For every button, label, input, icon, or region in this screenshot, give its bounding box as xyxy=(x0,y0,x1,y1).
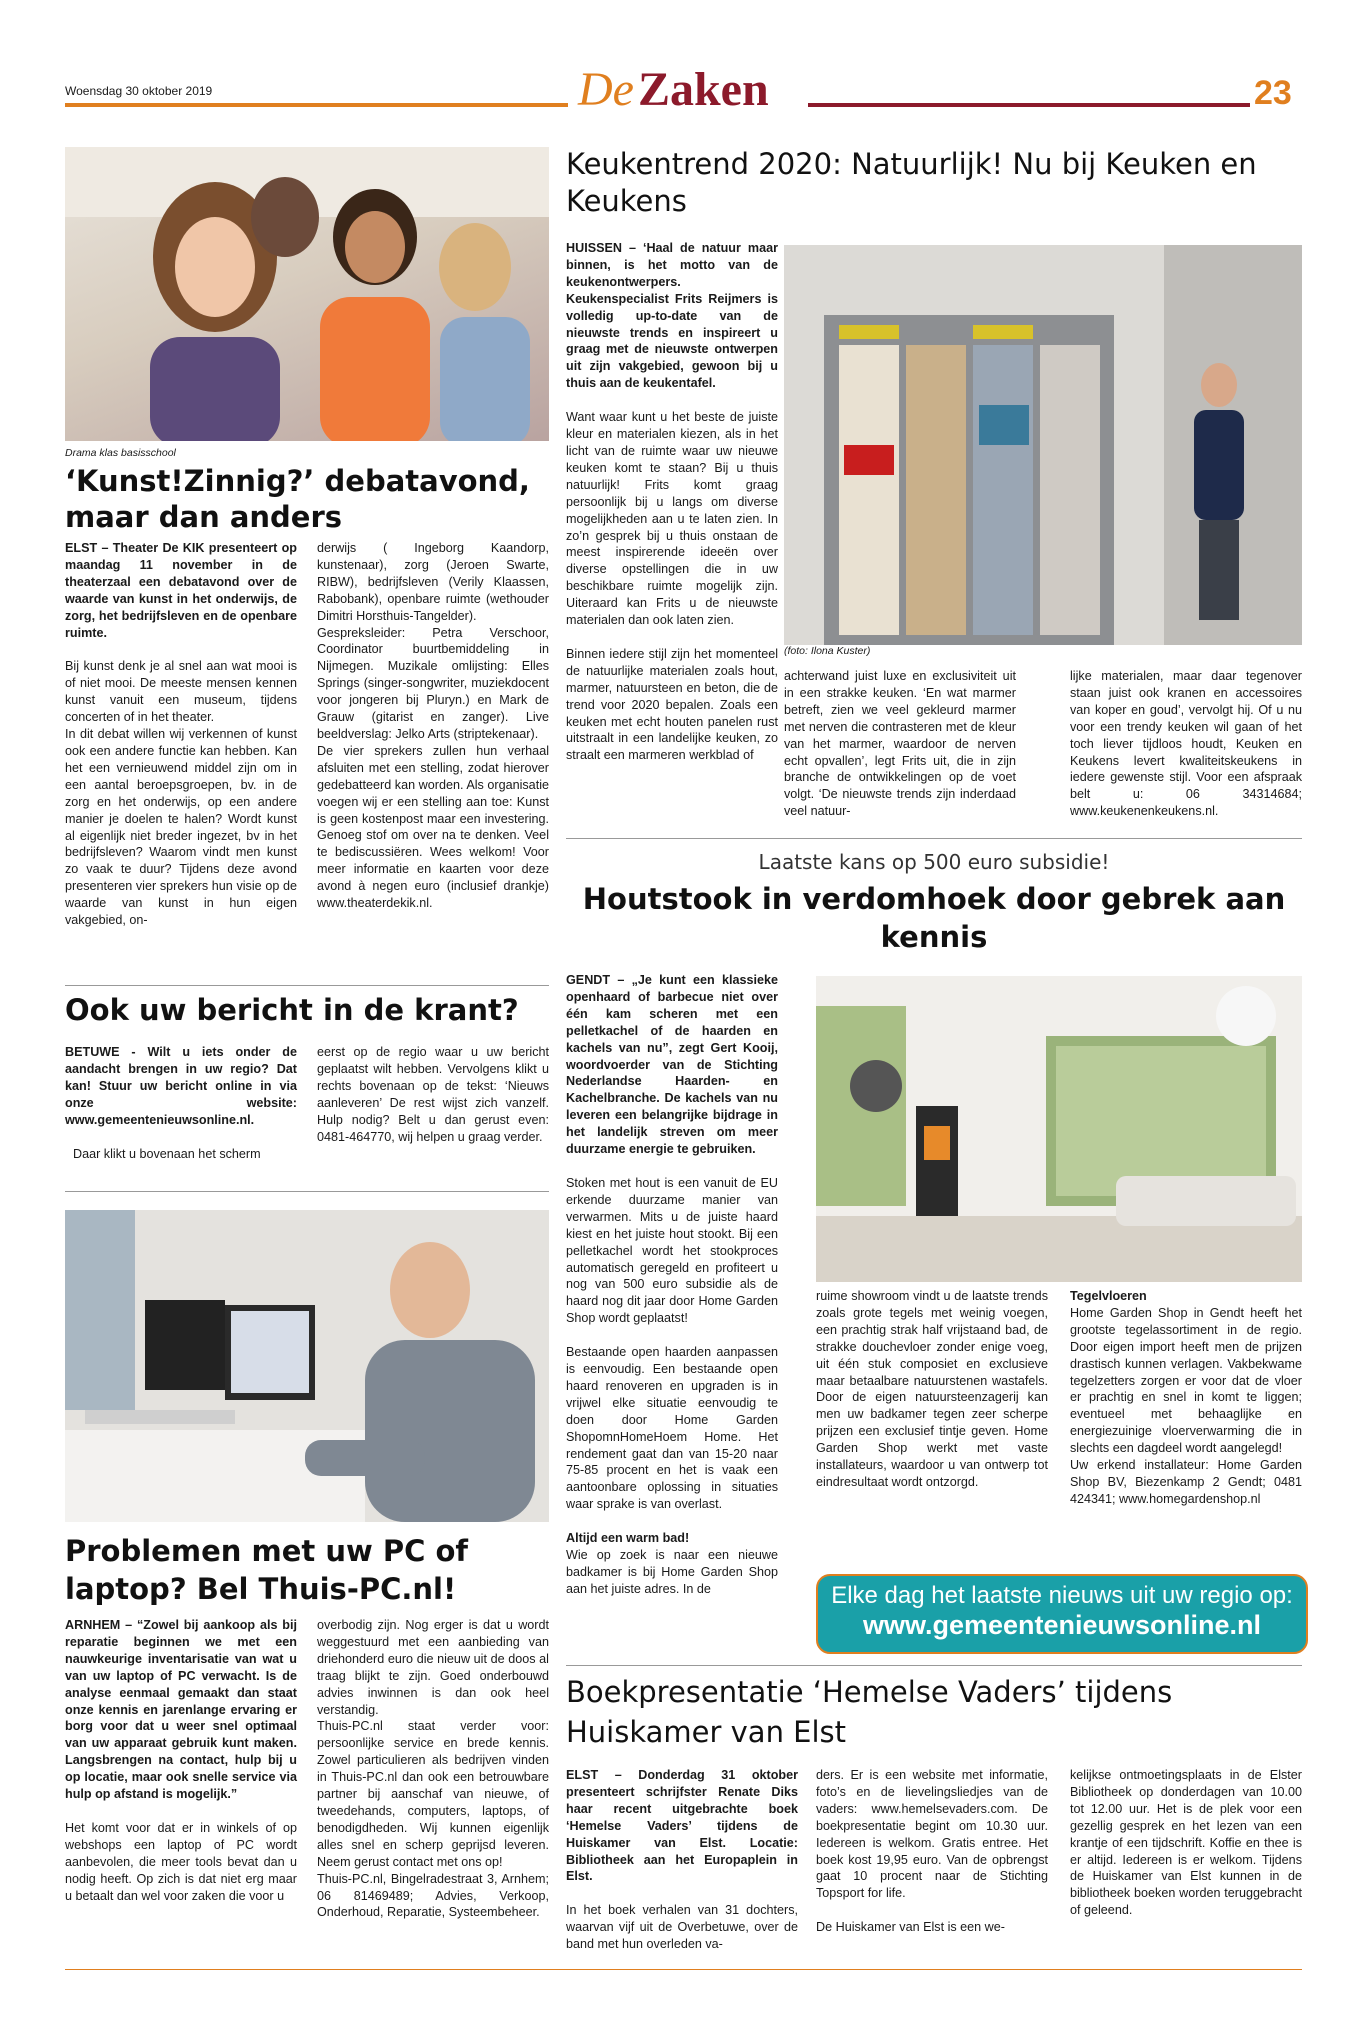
houtstook-living-photo xyxy=(816,976,1302,1282)
keuken-showroom-illustration xyxy=(784,245,1302,645)
paragraph-gap xyxy=(566,1513,778,1530)
header-rule-right xyxy=(808,103,1250,107)
banner-line-1: Elke dag het laatste nieuws uit uw regio op: xyxy=(831,1582,1293,1609)
boek-lead: ELST – Donderdag 31 oktober presenteert schrijfster Renate Diks haar recent uitgebrachte boek ‘Hemelse Vaders’ tijdens de Huiskamer van Elst. Locatie: Bibliotheek aan het Europaplein in Elst. xyxy=(566,1768,798,1884)
kunst-col-2 xyxy=(317,540,549,912)
houtstook-paragraph: ruime showroom vindt u de laatste trends zoals grote tegels met weinig voegen, een prachtig strak half vrijstaand bad, de strakke douchevloer zonder enige voeg, uit één stuk composiet en exclusieve maar betaalbare natuurstenen wastafels. Door de eigen natuursteenzagerij kan men uw badkamer tegen zeer scherpe prijzen een exclusief tintje geven. Home Garden Shop werkt met vaste installateurs, waardoor u van ontwerp tot eindresultaat wordt ontzorgd. xyxy=(816,1289,1048,1489)
paragraph-gap xyxy=(65,641,297,658)
pc-headline: Problemen met uw PC of laptop? Bel Thuis-PC.nl! xyxy=(65,1534,469,1606)
houtstook-lead: GENDT – „Je kunt een klassieke openhaard of barbecue niet over één kam scheren met een pelletkachel of de haarden en kachels van nu”, zegt Gert Kooij, woordvoerder van de Stichting Nederlandse Haarden- en Kachelbranche. De kachels van nu leveren een belangrijke bijdrage in het landelijk streven om meer duurzame energie te gebruiken. xyxy=(566,973,778,1157)
boek-col-1 xyxy=(566,1767,798,1953)
banner-url-link[interactable]: www.gemeentenieuwsonline.nl xyxy=(862,1610,1262,1640)
paragraph-gap xyxy=(65,1129,297,1146)
kunst-col-1 xyxy=(65,540,297,929)
kunst-headline: ‘Kunst!Zinnig?’ debatavond, maar dan anders xyxy=(65,464,530,534)
keuken-col-2 xyxy=(784,668,1016,820)
section-divider xyxy=(65,1191,549,1192)
keuken-paragraph: Want waar kunt u het beste de juiste kleur en materialen kiezen, als in het licht van de ruimte waar uw nieuwe keuken komt te staan? Bij u thuis natuurlijk! Frits komt graag persoonlijk bij u langs om diverse mogelijkheden aan u te laten zien. In zo’n gesprek bij u thuis onstaan de meest inspirerende ideeën over diverse opstellingen die in uw beschikbare ruimte mogelijk zijn. Uiteraard kan Frits u de nieuwste materialen dan ook laten zien. xyxy=(566,410,778,628)
thuis-pc-illustration xyxy=(65,1210,549,1522)
houtstook-paragraph: Uw erkend installateur: Home Garden Shop BV, Biezenkamp 2 Gendt; 0481 424341; www.homegardenshop.nl xyxy=(1070,1458,1302,1506)
paragraph-gap xyxy=(566,1885,798,1902)
pc-paragraph: Het komt voor dat er in winkels of op webshops een laptop of PC wordt aanbevolen, die meer tools bevat dan u nodig heeft. Op zich is dat niet erg maar u betaalt dan wel voor zaken die voor u xyxy=(65,1820,297,1903)
keuken-paragraph: achterwand juist luxe en exclusiviteit uit in een strakke keuken. ‘En wat marmer betreft, zien we veel gekleurd marmer met nerven die contrasteren met de kleur van het marmer, waardoor de nerven echt opvallen’, legt Frits uit, die in zijn branche de ontwikkelingen op de voet volgt. ‘De nieuwste trends zijn inderdaad veel natuur- xyxy=(784,669,1016,819)
drama-class-photo xyxy=(65,147,549,441)
houtstook-col-1 xyxy=(566,972,778,1598)
pc-lead: ARNHEM – “Zowel bij aankoop als bij reparatie beginnen we met een nauwkeurige inventarisatie van wat u van uw laptop of PC verwacht. Is de analyse eenmaal gemaakt dan staat onze kennis en jarenlange ervaring er borg voor dat u weer snel optimaal van uw apparaat gebruik kunt maken. Langsbrengen na contact, hulp bij u op locatie, maar ook snelle service via hulp op afstand is mogelijk.” xyxy=(65,1618,297,1802)
houtstook-headline: Houtstook in verdomhoek door gebrek aan kennis xyxy=(582,882,1286,954)
keuken-col-1 xyxy=(566,240,778,764)
pc-paragraph: Thuis-PC.nl, Bingelradestraat 3, Arnhem; 06 81469489; Advies, Verkoop, Onderhoud, Reparatie, Systeembeheer. xyxy=(317,1871,549,1920)
section-divider xyxy=(65,985,549,986)
boek-paragraph: In het boek verhalen van 31 dochters, waarvan vijf uit de Overbetuwe, over de band met hun overleden va- xyxy=(566,1903,798,1952)
houtstook-paragraph: Home Garden Shop in Gendt heeft het grootste tegelassortiment in de regio. Door eigen import heeft men de prijzen drastisch kunnen verlagen. Vakbekwame tegelzetters zorgen er voor dat de vloer er prachtig en snel in komt te liggen; eventueel met behaaglijke en energiezuinige vloerverwarming die in slechts een dagdeel wordt aangelegd! xyxy=(1070,1305,1302,1456)
keuken-col-3 xyxy=(1070,668,1302,820)
masthead-zaken: Zaken xyxy=(637,63,769,116)
page-number: 23 xyxy=(1254,74,1292,112)
keuken-paragraph: lijke materialen, maar daar tegenover staan juist ook kranen en accessoires van koper en goud’, vervolgt hij. Of u nu voor een trendy keuken wil gaan of het toch liever tijdloos houdt, Keuken en Keukens levert kwaliteitskeukens in iedere gewenste stijl. Voor een afspraak belt u: 06 34314684; www.keukenenkeukens.nl. xyxy=(1070,669,1302,819)
houtstook-paragraph: Stoken met hout is een vanuit de EU erkende duurzame manier van verwarmen. Mits u de juiste haard kiest en het juiste hout stookt. Bij een pelletkachel wordt het stookproces automatisch geregeld en profiteert u nog van 500 euro subsidie als de haard nog dit jaar door Home Garden Shop wordt geplaatst! xyxy=(566,1175,778,1326)
houtstook-col-2 xyxy=(816,1288,1048,1491)
kunst-paragraph: In dit debat willen wij verkennen of kunst ook een andere functie kan hebben. Kan het een vernieuwend middel zijn om in een aantal beroepsgroepen, bv. in de zorg en het onderwijs, op een andere manier je doelen te halen? Wordt kunst al eigenlijk niet breder ingezet, bv in het bedrijfsleven? Waarom vindt men kunst zo vaak te duur? Tijdens deze avond presenteren vier sprekers hun visie op de waarde van kunst in hun eigen vakgebied, on- xyxy=(65,727,297,928)
kunst-lead: ELST – Theater De KIK presenteert op maandag 11 november in de theaterzaal een debatavond over de waarde van kunst in het onderwijs, de zorg, het bedrijfsleven en de openbare ruimte. xyxy=(65,541,297,640)
boek-paragraph: ders. Er is een website met informatie, foto’s en de lievelingsliedjes van de vaders: www.hemelsevaders.com. De boekpresentatie begint om 10.30 uur. Iedereen is welkom. Gratis entree. Het boek kost 19,95 euro. Van de opbrengst gaat 10 procent naar de Stichting Topsport for life. xyxy=(816,1768,1048,1901)
bericht-col-2 xyxy=(317,1044,549,1145)
boek-col-3 xyxy=(1070,1767,1302,1919)
gemeentenieuws-banner[interactable] xyxy=(816,1574,1308,1654)
paragraph-gap xyxy=(65,1803,297,1820)
houtstook-col-3 xyxy=(1070,1288,1302,1508)
thuis-pc-photo xyxy=(65,1210,549,1522)
section-divider xyxy=(566,1665,1302,1666)
bericht-paragraph: Daar klikt u bovenaan het scherm xyxy=(73,1146,261,1161)
boek-paragraph: kelijkse ontmoetingsplaats in de Elster Bibliotheek op donderdagen van 10.00 tot 12.00 uur. Het is de plek voor een gezellig gesprek en het lezen van een krantje of een tijdschrift. Koffie en thee is er altijd. Iedereen is er welkom. Tijdens de Huiskamer van Elst kunnen in de bibliotheek boeken worden teruggebracht of geleend. xyxy=(1070,1768,1302,1918)
footer-rule xyxy=(65,1969,1302,1970)
boek-col-2 xyxy=(816,1767,1048,1936)
keuken-paragraph: Binnen iedere stijl zijn het momenteel de natuurlijke materialen zoals hout, marmer, natuursteen en beton, die de trend voor 2020 bepalen. Zoals een keuken met echt houten panelen rust uitstraalt in een landelijke keuken, zo straalt een marmeren werkblad of xyxy=(566,646,778,763)
boek-paragraph: De Huiskamer van Elst is een we- xyxy=(816,1920,1005,1935)
houtstook-paragraph: Bestaande open haarden aanpassen is eenvoudig. Een bestaande open haard renoveren en upgraden is in vrijwel elke situatie eenvoudig te doen door Home Garden ShopomnHomeHoem Home. Het rendement gaat dan van 15-20 naar 75-85 procent en het is vaak een aantoonbare oplossing in situaties waar sprake is van overlast. xyxy=(566,1345,778,1512)
masthead xyxy=(578,62,769,117)
bericht-paragraph: eerst op de regio waar u uw bericht geplaatst wilt hebben. Vervolgens klikt u rechts bovenaan op de tekst: ‘Nieuws aanleveren’ De rest wijst zich vanzelf. Hulp nodig? Belt u dan gerust even: 0481-464770, wij helpen u graag verder. xyxy=(317,1045,549,1144)
houtstook-subhead: Tegelvloeren xyxy=(1070,1289,1147,1303)
boek-headline: Boekpresentatie ‘Hemelse Vaders’ tijdens Huiskamer van Elst xyxy=(566,1675,1173,1749)
section-divider xyxy=(566,838,1302,839)
paragraph-gap xyxy=(566,1327,778,1344)
keuken-headline: Keukentrend 2020: Natuurlijk! Nu bij Keuken en Keukens xyxy=(566,147,1257,218)
drama-photo-caption: Drama klas basisschool xyxy=(65,447,176,459)
bericht-headline: Ook uw bericht in de krant? xyxy=(65,993,519,1027)
pc-paragraph: overbodig zijn. Nog erger is dat u wordt weggestuurd met een aanbieding van driehonderd euro die nieuw uit de doos al traag blijkt te zijn. Goed onderbouwd advies inwinnen is dan ook heel verstandig. xyxy=(317,1618,549,1717)
header-rule-left xyxy=(65,103,568,107)
houtstook-kicker: Laatste kans op 500 euro subsidie! xyxy=(758,850,1110,874)
kunst-paragraph: derwijs ( Ingeborg Kaandorp, kunstenaar), zorg (Jeroen Swarte, RIBW), bedrijfsleven (Verily Klaassen, Rabobank), openbare ruimte (wethouder Dimitri Horsthuis-Tangelder). xyxy=(317,541,549,623)
kunst-paragraph: De vier sprekers zullen hun verhaal afsluiten met een stelling, zodat hierover gedebatteerd kan worden. Als organisatie voegen wij er een stelling aan toe: Kunst is geen kostenpost maar een investering. Genoeg stof om over na te denken. Veel te bediscussiëren. Wees welkom! Voor meer informatie en kaarten voor deze avond à negen euro (inclusief drankje) www.theaterdekik.nl. xyxy=(317,743,549,911)
paragraph-gap xyxy=(816,1902,1048,1919)
houtstook-paragraph: Wie op zoek is naar een nieuwe badkamer is bij Home Garden Shop aan het juiste adres. In de xyxy=(566,1548,778,1596)
keuken-lead: HUISSEN – ‘Haal de natuur maar binnen, is het motto van de keukenontwerpers. Keukenspecialist Frits Reijmers is volledig up-to-date van de nieuwste trends en inspireert u graag met de nieuwste ontwerpen uit zijn vakgebied, gewoon bij u thuis aan de keukentafel. xyxy=(566,241,778,391)
drama-class-illustration xyxy=(65,147,549,441)
pc-paragraph: Thuis-PC.nl staat verder voor: persoonlijke service en brede kennis. Zowel particulieren als bedrijven vinden in Thuis-PC.nl dan ook een betrouwbare partner bij aanschaf van nieuwe, of tweedehands, computers, laptops, of benodigdheden. Wij kunnen eigenlijk alles snel en scherp geprijsd leveren. Neem gerust contact met ons op! xyxy=(317,1719,549,1869)
pc-col-1 xyxy=(65,1617,297,1905)
houtstook-subhead: Altijd een warm bad! xyxy=(566,1531,690,1546)
keuken-photo-caption: (foto: Ilona Kuster) xyxy=(784,645,871,657)
bericht-col-1 xyxy=(65,1044,297,1162)
paragraph-gap xyxy=(566,629,778,646)
keuken-showroom-photo xyxy=(784,245,1302,645)
paragraph-gap xyxy=(566,1158,778,1175)
kunst-paragraph: Gespreksleider: Petra Verschoor, Coordinator buurtbemiddeling in Nijmegen. Muzikale omlijsting: Elles Springs (singer-songwriter, muziekdocent voor jongeren bij Pluryn.) en Mark de Grauw (gitarist en zanger). Live beeldverslag: Jelko Arts (striptekenaar). xyxy=(317,625,549,741)
bericht-lead: BETUWE - Wilt u iets onder de aandacht brengen in uw regio? Dat kan! Stuur uw bericht online in via onze website: www.gemeentenieuwsonline.nl. xyxy=(65,1045,297,1127)
pc-col-2 xyxy=(317,1617,549,1921)
paragraph-gap xyxy=(566,392,778,409)
kunst-paragraph: Bij kunst denk je al snel aan wat mooi is of niet mooi. De meeste mensen kennen kunst vanuit een museum, tijdens concerten of in het theater. xyxy=(65,659,297,725)
masthead-de: De xyxy=(578,63,634,116)
issue-date: Woensdag 30 oktober 2019 xyxy=(65,84,213,98)
houtstook-living-illustration xyxy=(816,976,1302,1282)
